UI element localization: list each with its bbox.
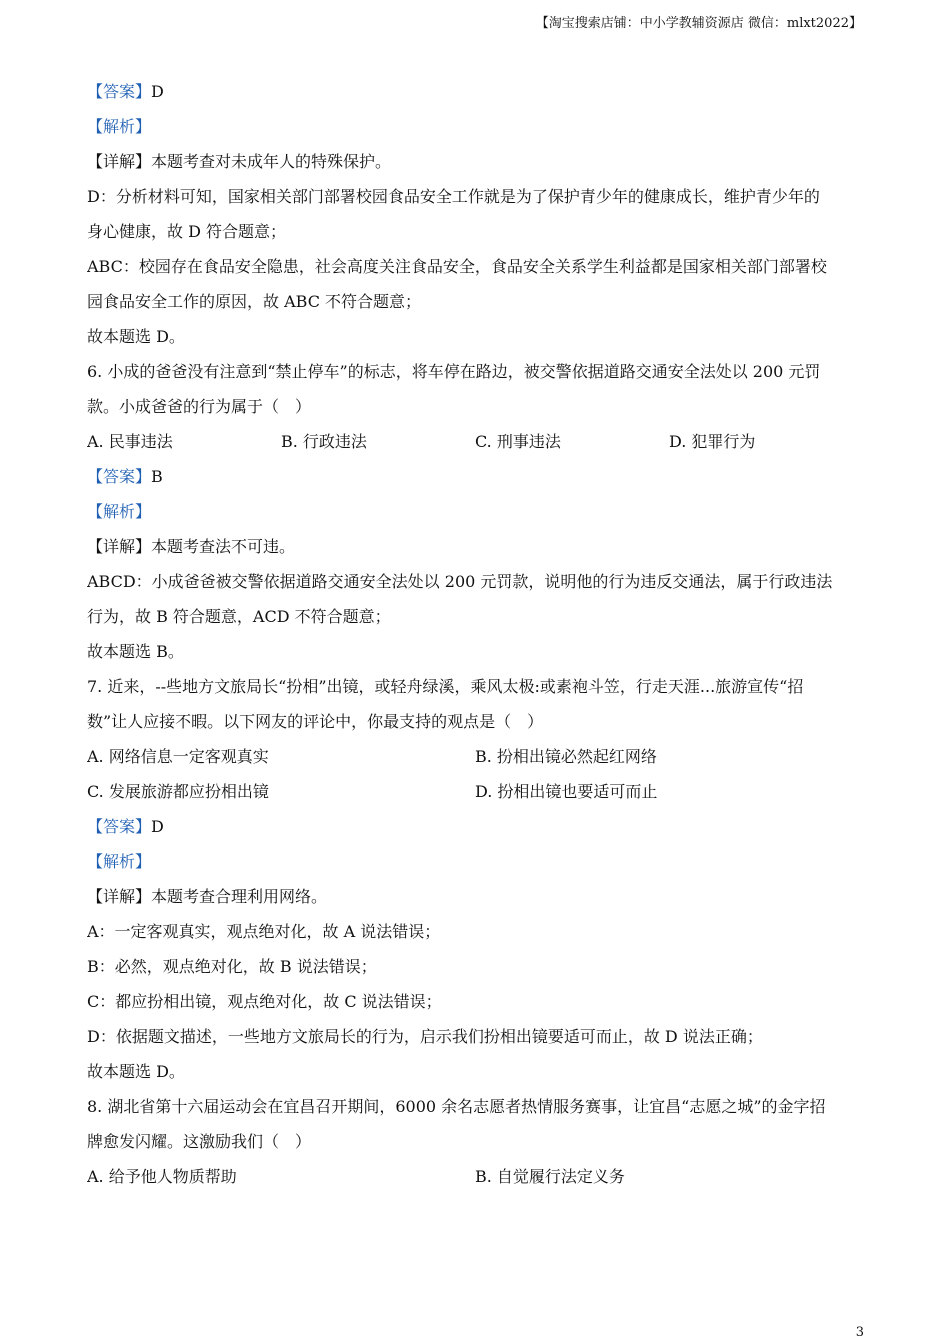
analysis-text-line: 故本题选 B。 bbox=[87, 642, 184, 661]
analysis-text-line: B：必然，观点绝对化，故 B 说法错误； bbox=[87, 957, 377, 976]
question-options bbox=[87, 739, 863, 774]
analysis-text-line: 故本题选 D。 bbox=[87, 327, 185, 346]
question-stem-line: 6. 小成的爸爸没有注意到“禁止停车”的标志，将车停在路边，被交警依据道路交通安全法处以 200 元罚 bbox=[87, 362, 821, 381]
question-options bbox=[87, 1159, 863, 1194]
question-stem-line: 8. 湖北省第十六届运动会在宜昌召开期间，6000 余名志愿者热情服务赛事，让宜昌“志愿之城”的金字招 bbox=[87, 1097, 826, 1116]
page-number: 3 bbox=[855, 1325, 864, 1340]
analysis-text-line: A：一定客观真实，观点绝对化，故 A 说法错误； bbox=[87, 922, 441, 941]
option-a: A. 网络信息一定客观真实 bbox=[87, 747, 269, 766]
analysis-text-line: D：分析材料可知，国家相关部门部署校园食品安全工作就是为了保护青少年的健康成长，维护青少年的 bbox=[87, 187, 820, 206]
analysis-label-line bbox=[87, 844, 863, 879]
answer-label: 【答案】 bbox=[87, 467, 152, 486]
analysis-text-line: 身心健康，故 D 符合题意； bbox=[87, 222, 287, 241]
question-stem-line: 款。小成爸爸的行为属于（ ） bbox=[87, 397, 312, 416]
option-b: B. 行政违法 bbox=[281, 432, 367, 451]
analysis-text-line: ABC：校园存在食品安全隐患，社会高度关注食品安全，食品安全关系学生利益都是国家相关部门部署校 bbox=[87, 257, 827, 276]
analysis-text-line: 【详解】本题考查合理利用网络。 bbox=[87, 887, 328, 906]
option-b: B. 自觉履行法定义务 bbox=[475, 1167, 625, 1186]
analysis-text-line: 园食品安全工作的原因，故 ABC 不符合题意； bbox=[87, 292, 422, 311]
question-options bbox=[87, 774, 863, 809]
analysis-text-line: 行为，故 B 符合题意，ACD 不符合题意； bbox=[87, 607, 391, 626]
analysis-text-line: 【详解】本题考查对未成年人的特殊保护。 bbox=[87, 152, 392, 171]
answer-label: 【答案】 bbox=[87, 82, 152, 101]
analysis-text-line: 【详解】本题考查法不可违。 bbox=[87, 537, 296, 556]
answer-value: B bbox=[151, 467, 163, 486]
analysis-text-line: ABCD：小成爸爸被交警依据道路交通安全法处以 200 元罚款，说明他的行为违反交通法，属于行政违法 bbox=[87, 572, 833, 591]
analysis-label: 【解析】 bbox=[87, 117, 152, 136]
option-c: C. 发展旅游都应扮相出镜 bbox=[87, 782, 269, 801]
question-stem-line: 数”让人应接不暇。以下网友的评论中，你最支持的观点是（ ） bbox=[87, 712, 544, 731]
option-d: D. 犯罪行为 bbox=[669, 432, 756, 451]
analysis-label-line bbox=[87, 109, 863, 144]
answer-label: 【答案】 bbox=[87, 817, 152, 836]
analysis-text-line: D：依据题文描述，一些地方文旅局长的行为，启示我们扮相出镜要适可而止，故 D 说法正确； bbox=[87, 1027, 763, 1046]
analysis-label: 【解析】 bbox=[87, 502, 152, 521]
page-header: 【淘宝搜索店铺：中小学教辅资源店 微信：mlxt2022】 bbox=[535, 16, 862, 31]
analysis-text-line: 故本题选 D。 bbox=[87, 1062, 185, 1081]
option-d: D. 扮相出镜也要适可而止 bbox=[475, 782, 658, 801]
analysis-label-line bbox=[87, 494, 863, 529]
answer-line bbox=[87, 809, 863, 844]
option-c: C. 刑事违法 bbox=[475, 432, 561, 451]
question-options bbox=[87, 424, 863, 459]
option-b: B. 扮相出镜必然起红网络 bbox=[475, 747, 657, 766]
question-stem-line: 7. 近来，--些地方文旅局长“扮相”出镜，或轻舟绿溪，乘风太极:或素袍斗笠，行走天涯...旅游宣传“招 bbox=[87, 677, 804, 696]
document-content bbox=[87, 74, 863, 1194]
answer-value: D bbox=[151, 817, 164, 836]
analysis-text-line: C：都应扮相出镜，观点绝对化，故 C 说法错误； bbox=[87, 992, 442, 1011]
question-stem-line: 牌愈发闪耀。这激励我们（ ） bbox=[87, 1132, 312, 1151]
option-a: A. 民事违法 bbox=[87, 432, 173, 451]
answer-line bbox=[87, 74, 863, 109]
answer-value: D bbox=[151, 82, 164, 101]
answer-line bbox=[87, 459, 863, 494]
analysis-label: 【解析】 bbox=[87, 852, 152, 871]
option-a: A. 给予他人物质帮助 bbox=[87, 1167, 237, 1186]
